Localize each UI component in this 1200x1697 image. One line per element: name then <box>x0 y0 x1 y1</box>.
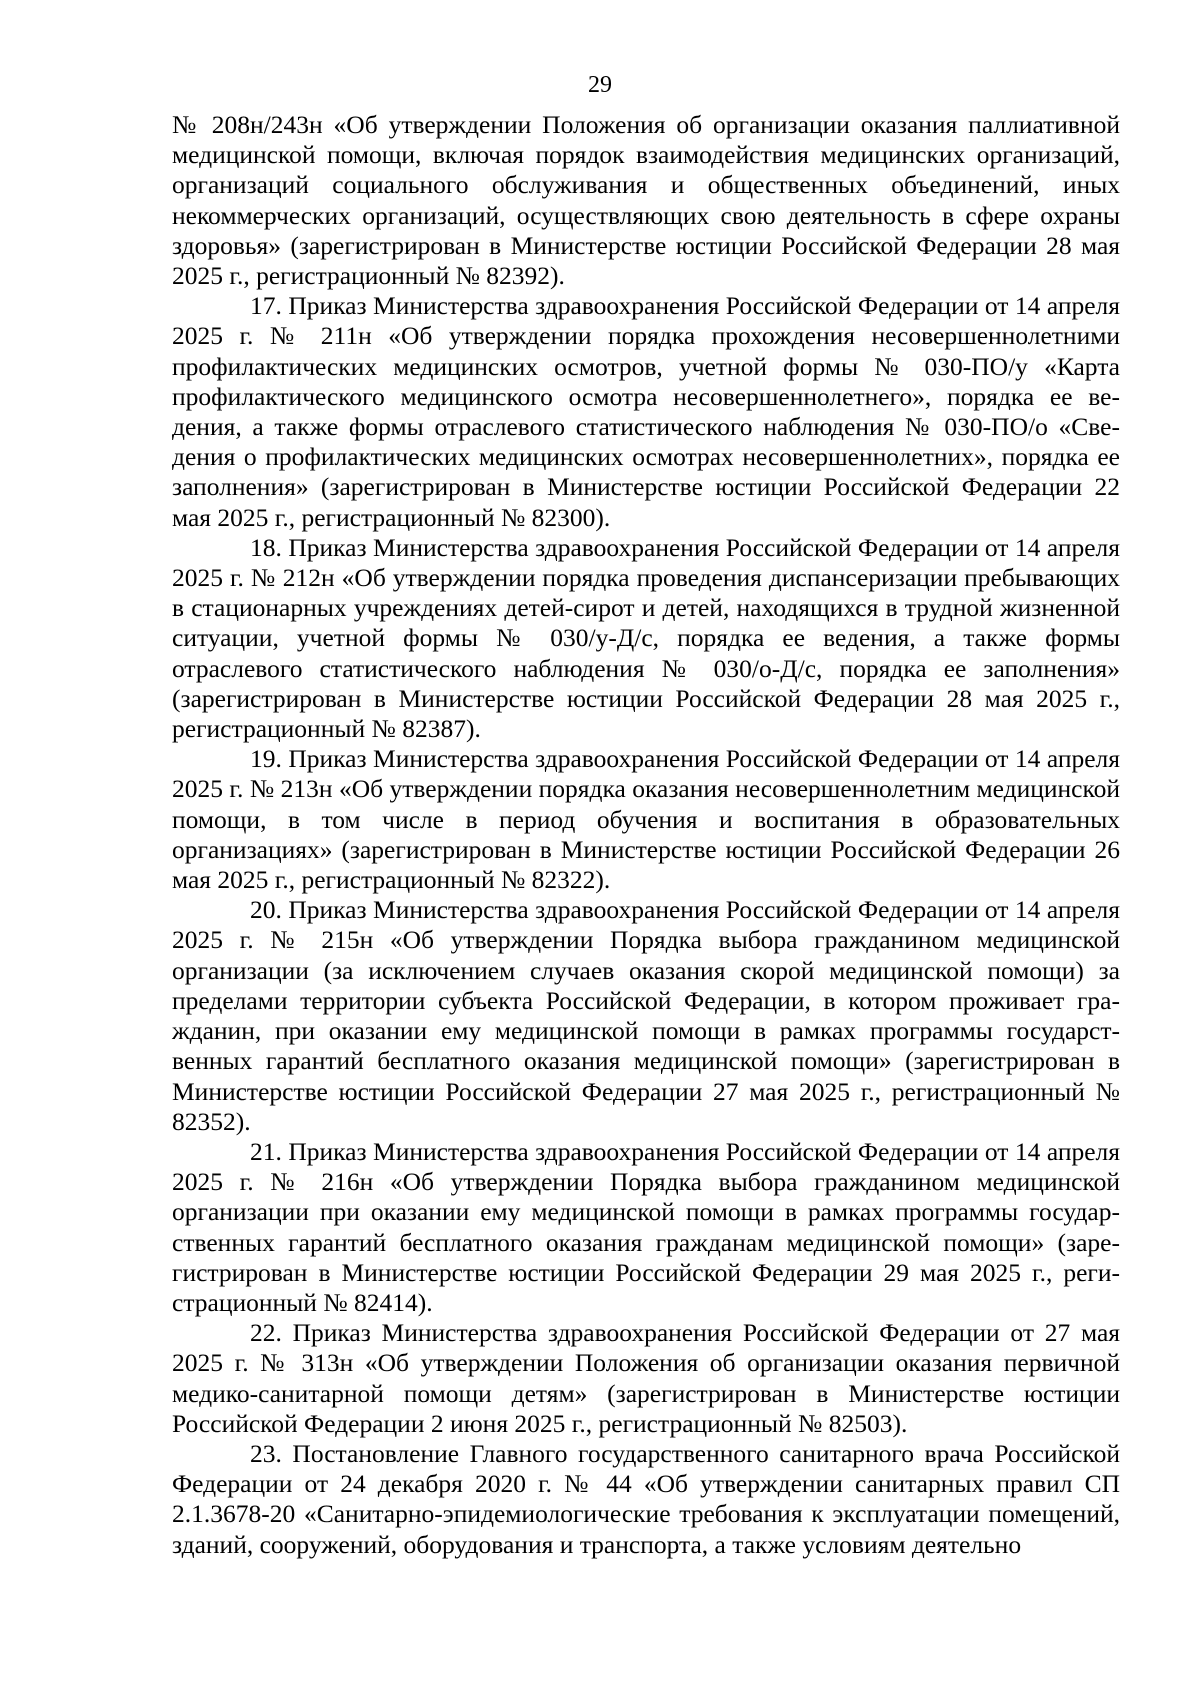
paragraph-item-22: 22. Приказ Министерства здравоохранения Российской Федерации от 27 мая 2025 г. № 313н «Об утверждении Положения об организации оказания первичной медико-санитарной помощи детям» (зарегистрирован в Министерстве юстиции Российской Федерации 2 июня 2025 г., регистрационный № 82503). <box>172 1318 1120 1438</box>
paragraph-item-18: 18. Приказ Министерства здравоохранения Российской Федерации от 14 апреля 2025 г. № 212н «Об утверждении порядка проведения диспансеризации пребывающих в стационарных учреждениях детей-сирот и детей, находящихся в трудной жизненной ситуации, учетной формы № 030/у-Д/с, порядка ее ведения, а также формы отраслевого статистического наблюдения № 030/о-Д/с, порядка ее заполнения» (зарегистрирован в Министерстве юстиции Российской Федерации 28 мая 2025 г., регистрационный № 82387). <box>172 532 1120 744</box>
paragraph-item-23: 23. Постановление Главного государственного санитарного врача Российской Федерации от 24 декабря 2020 г. № 44 «Об утверждении санитарных правил СП 2.1.3678-20 «Санитарно-эпидемиологические требования к эксплуатации помещений, зданий, сооружений, оборудования и транспорта, а также условиям деятельно <box>172 1438 1120 1559</box>
paragraph-item-21: 21. Приказ Министерства здравоохранения Российской Федерации от 14 апреля 2025 г. № 216н «Об утверждении Порядка выбора гражданином медицинской организации при оказании ему медицинской помощи в рамках программы государственных гарантий бесплатного оказания гражданам медицинской помощи» (зарегистрирован в Министерстве юстиции Российской Федерации 29 мая 2025 г., регистрационный № 82414). <box>172 1136 1120 1317</box>
paragraph-item-19: 19. Приказ Министерства здравоохранения Российской Федерации от 14 апреля 2025 г. № 213н «Об утверждении порядка оказания несовершеннолетним медицинской помощи, в том числе в период обучения и воспитания в образовательных организациях» (зарегистрирован в Министерстве юстиции Российской Федерации 26 мая 2025 г., регистрационный № 82322). <box>172 744 1120 895</box>
page-number: 29 <box>588 72 612 98</box>
paragraph-continuation: № 208н/243н «Об утверждении Положения об организации оказания паллиативной медицинской помощи, включая порядок взаимодействия медицинских организаций, организаций социального обслуживания и общественных объединений, иных некоммерческих организаций, осуществляющих свою деятельность в сфере охраны здоровья» (зарегистрирован в Министерстве юстиции Российской Федерации 28 мая 2025 г., регистрационный № 82392). <box>172 110 1120 291</box>
paragraph-item-20: 20. Приказ Министерства здравоохранения Российской Федерации от 14 апреля 2025 г. № 215н «Об утверждении Порядка выбора гражданином медицинской организации (за исключением случаев оказания скорой медицинской помощи) за пределами территории субъекта Российской Федерации, в котором проживает гражданин, при оказании ему медицинской помощи в рамках программы государственных гарантий бесплатного оказания медицинской помощи» (зарегистрирован в Министерстве юстиции Российской Федерации 27 мая 2025 г., регистрационный № 82352). <box>172 895 1120 1136</box>
document-body <box>172 110 1120 1560</box>
paragraph-item-17: 17. Приказ Министерства здравоохранения Российской Федерации от 14 апреля 2025 г. № 211н «Об утверждении порядка прохождения несовершеннолетними профилактических медицинских осмотров, учетной формы № 030-ПО/у «Карта профилактического медицинского осмотра несовершеннолетнего», порядка ее ведения, а также формы отраслевого статистического наблюдения № 030-ПО/о «Сведения о профилактических медицинских осмотрах несовершеннолетних», порядка ее заполнения» (зарегистрирован в Министерстве юстиции Российской Федерации 22 мая 2025 г., регистрационный № 82300). <box>172 291 1120 532</box>
